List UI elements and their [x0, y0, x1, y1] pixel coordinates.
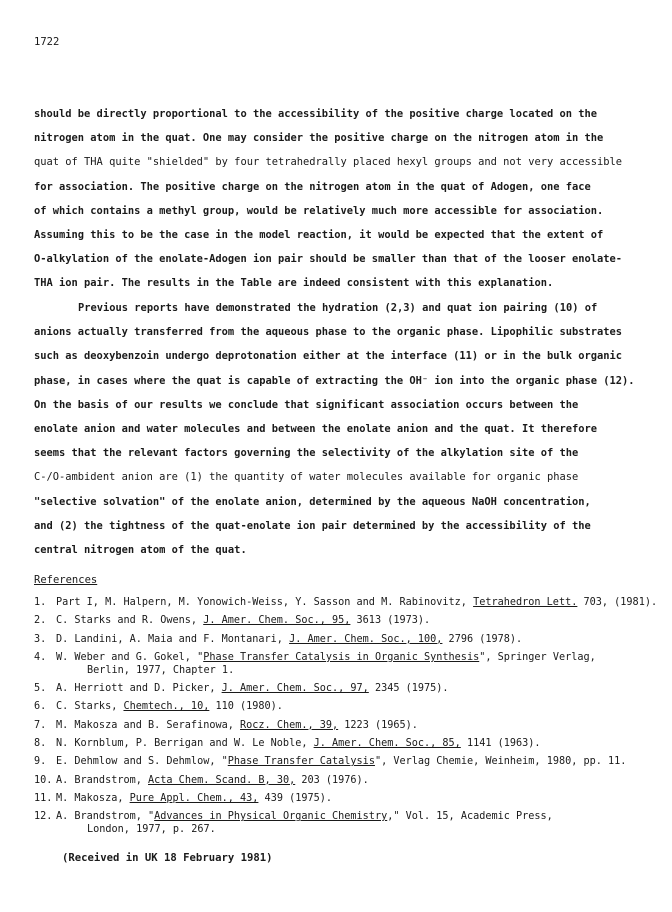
reference-authors: A. Brandstrom, "	[56, 811, 155, 823]
reference-source: J. Amer. Chem. Soc., 95,	[203, 615, 351, 627]
reference-details: 110 (1980).	[209, 701, 283, 713]
reference-source: Phase Transfer Catalysis	[227, 756, 375, 768]
reference-number: 4.	[34, 651, 47, 663]
reference-source: J. Amer. Chem. Soc., 100,	[289, 633, 443, 645]
reference-source: J. Amer. Chem. Soc., 97,	[221, 683, 369, 695]
reference-authors: E. Dehmlow and S. Dehmlow, "	[56, 756, 228, 768]
reference-authors: Part I, M. Halpern, M. Yonowich-Weiss, Y. Sasson and M. Rabinovitz,	[56, 597, 474, 608]
reference-text	[56, 596, 657, 609]
reference-number: 2.	[34, 615, 47, 627]
reference-item	[34, 614, 654, 627]
reference-details: 3613 (1973).	[350, 615, 431, 627]
reference-item	[34, 700, 654, 713]
reference-item	[34, 596, 658, 609]
reference-text	[56, 792, 332, 805]
reference-details: 1223 (1965).	[338, 719, 418, 731]
reference-authors: N. Kornblum, P. Berrigan and W. Le Noble,	[56, 738, 314, 750]
text-line: nitrogen atom in the quat. One may consider the positive charge on the nitrogen atom in the	[34, 132, 604, 145]
reference-authors: C. Starks and R. Owens,	[56, 615, 204, 627]
reference-source: J. Amer. Chem. Soc., 85,	[313, 738, 461, 750]
reference-details: 203 (1976).	[295, 774, 369, 786]
reference-text	[56, 755, 626, 768]
reference-details: 703, (1981).	[577, 597, 658, 608]
reference-number: 1.	[34, 597, 47, 608]
reference-authors: M. Makosza and B. Serafinowa,	[56, 719, 241, 731]
reference-authors: A. Herriott and D. Picker,	[56, 683, 222, 695]
text-line: such as deoxybenzoin undergo deprotonation either at the interface (11) or in the bulk organic	[34, 350, 623, 363]
reference-source: Acta Chem. Scand. B, 30,	[148, 774, 296, 786]
reference-item	[34, 810, 654, 836]
received-date: (Received in UK 18 February 1981)	[62, 852, 273, 864]
reference-text	[56, 774, 369, 787]
text-line: and (2) the tightness of the quat-enolate ion pair determined by the accessibility of the	[34, 519, 591, 532]
reference-item	[34, 737, 654, 750]
reference-text	[56, 614, 430, 627]
reference-authors: D. Landini, A. Maia and F. Montanari,	[56, 633, 290, 645]
reference-item	[34, 719, 654, 732]
reference-item	[34, 633, 654, 646]
text-line: On the basis of our results we conclude that significant association occurs between the	[34, 398, 579, 411]
reference-item	[34, 792, 654, 805]
reference-details: 439 (1975).	[258, 792, 333, 804]
text-line: anions actually transferred from the aqueous phase to the organic phase. Lipophilic substrates	[34, 326, 623, 339]
references-heading: References	[34, 574, 98, 586]
reference-item	[34, 651, 654, 677]
reference-details: 1141 (1963).	[460, 738, 541, 750]
text-line: quat of THA quite "shielded" by four tetrahedrally placed hexyl groups and not very accessible	[34, 156, 623, 169]
reference-number: 11.	[34, 792, 53, 804]
reference-number: 10.	[34, 774, 53, 786]
text-line: enolate anion and water molecules and between the enolate anion and the quat. It therefore	[34, 422, 598, 435]
reference-authors: A. Brandstrom,	[56, 774, 149, 786]
reference-source: Phase Transfer Catalysis in Organic Synthesis	[203, 651, 480, 663]
text-line: C-/O-ambident anion are (1) the quantity of water molecules available for organic phase	[34, 471, 579, 484]
reference-text	[56, 700, 283, 713]
body-paragraph-2	[34, 296, 644, 562]
reference-number: 6.	[34, 701, 47, 713]
reference-item	[34, 755, 654, 768]
reference-number: 5.	[34, 683, 47, 695]
reference-text	[56, 633, 522, 646]
reference-source: Chemtech., 10,	[123, 701, 210, 713]
reference-details: ", Springer Verlag,	[479, 651, 596, 663]
text-line: of which contains a methyl group, would be relatively much more accessible for association.	[34, 204, 604, 217]
reference-continuation: London, 1977, p. 267.	[87, 824, 216, 836]
text-line: Assuming this to be the case in the model reaction, it would be expected that the extent of	[34, 228, 604, 241]
reference-continuation: Berlin, 1977, Chapter 1.	[87, 664, 235, 676]
reference-authors: M. Makosza,	[56, 792, 130, 804]
reference-number: 3.	[34, 633, 47, 645]
text-line: phase, in cases where the quat is capable of extracting the OH⁻ ion into the organic phase (12).	[34, 374, 635, 387]
reference-text	[56, 737, 541, 750]
reference-text	[56, 682, 449, 695]
reference-details: 2345 (1975).	[368, 683, 449, 695]
reference-item	[34, 682, 654, 695]
reference-source: Rocz. Chem., 39,	[240, 719, 339, 731]
reference-text	[56, 651, 596, 677]
text-line: should be directly proportional to the accessibility of the positive charge located on the	[34, 108, 598, 120]
text-line: for association. The positive charge on the nitrogen atom in the quat of Adogen, one face	[34, 180, 591, 193]
reference-text	[56, 719, 418, 732]
text-line: Previous reports have demonstrated the hydration (2,3) and quat ion pairing (10) of	[78, 302, 598, 314]
reference-number: 7.	[34, 719, 47, 731]
text-line: seems that the relevant factors governing the selectivity of the alkylation site of the	[34, 447, 579, 460]
reference-item	[34, 774, 654, 787]
reference-source: Pure Appl. Chem., 43,	[129, 792, 259, 804]
reference-details: ," Vol. 15, Academic Press,	[387, 811, 553, 823]
reference-source: Tetrahedron Lett.	[473, 597, 578, 608]
text-line: O-alkylation of the enolate-Adogen ion pair should be smaller than that of the looser enolate-	[34, 253, 623, 266]
body-paragraph-1	[34, 102, 644, 296]
reference-authors: C. Starks,	[56, 701, 124, 713]
page-number: 1722	[34, 36, 60, 48]
reference-number: 9.	[34, 756, 47, 768]
reference-details: ", Verlag Chemie, Weinheim, 1980, pp. 11.	[374, 756, 627, 768]
text-line: central nitrogen atom of the quat.	[34, 543, 247, 556]
reference-number: 8.	[34, 738, 47, 750]
text-line: "selective solvation" of the enolate anion, determined by the aqueous NaOH concentration,	[34, 495, 591, 508]
reference-authors: W. Weber and G. Gokel, "	[56, 651, 204, 663]
reference-list	[34, 596, 658, 842]
reference-source: Advances in Physical Organic Chemistry	[154, 811, 388, 823]
reference-number: 12.	[34, 811, 53, 823]
reference-text	[56, 810, 553, 836]
reference-details: 2796 (1978).	[442, 633, 523, 645]
text-line: THA ion pair. The results in the Table are indeed consistent with this explanation.	[34, 277, 554, 290]
